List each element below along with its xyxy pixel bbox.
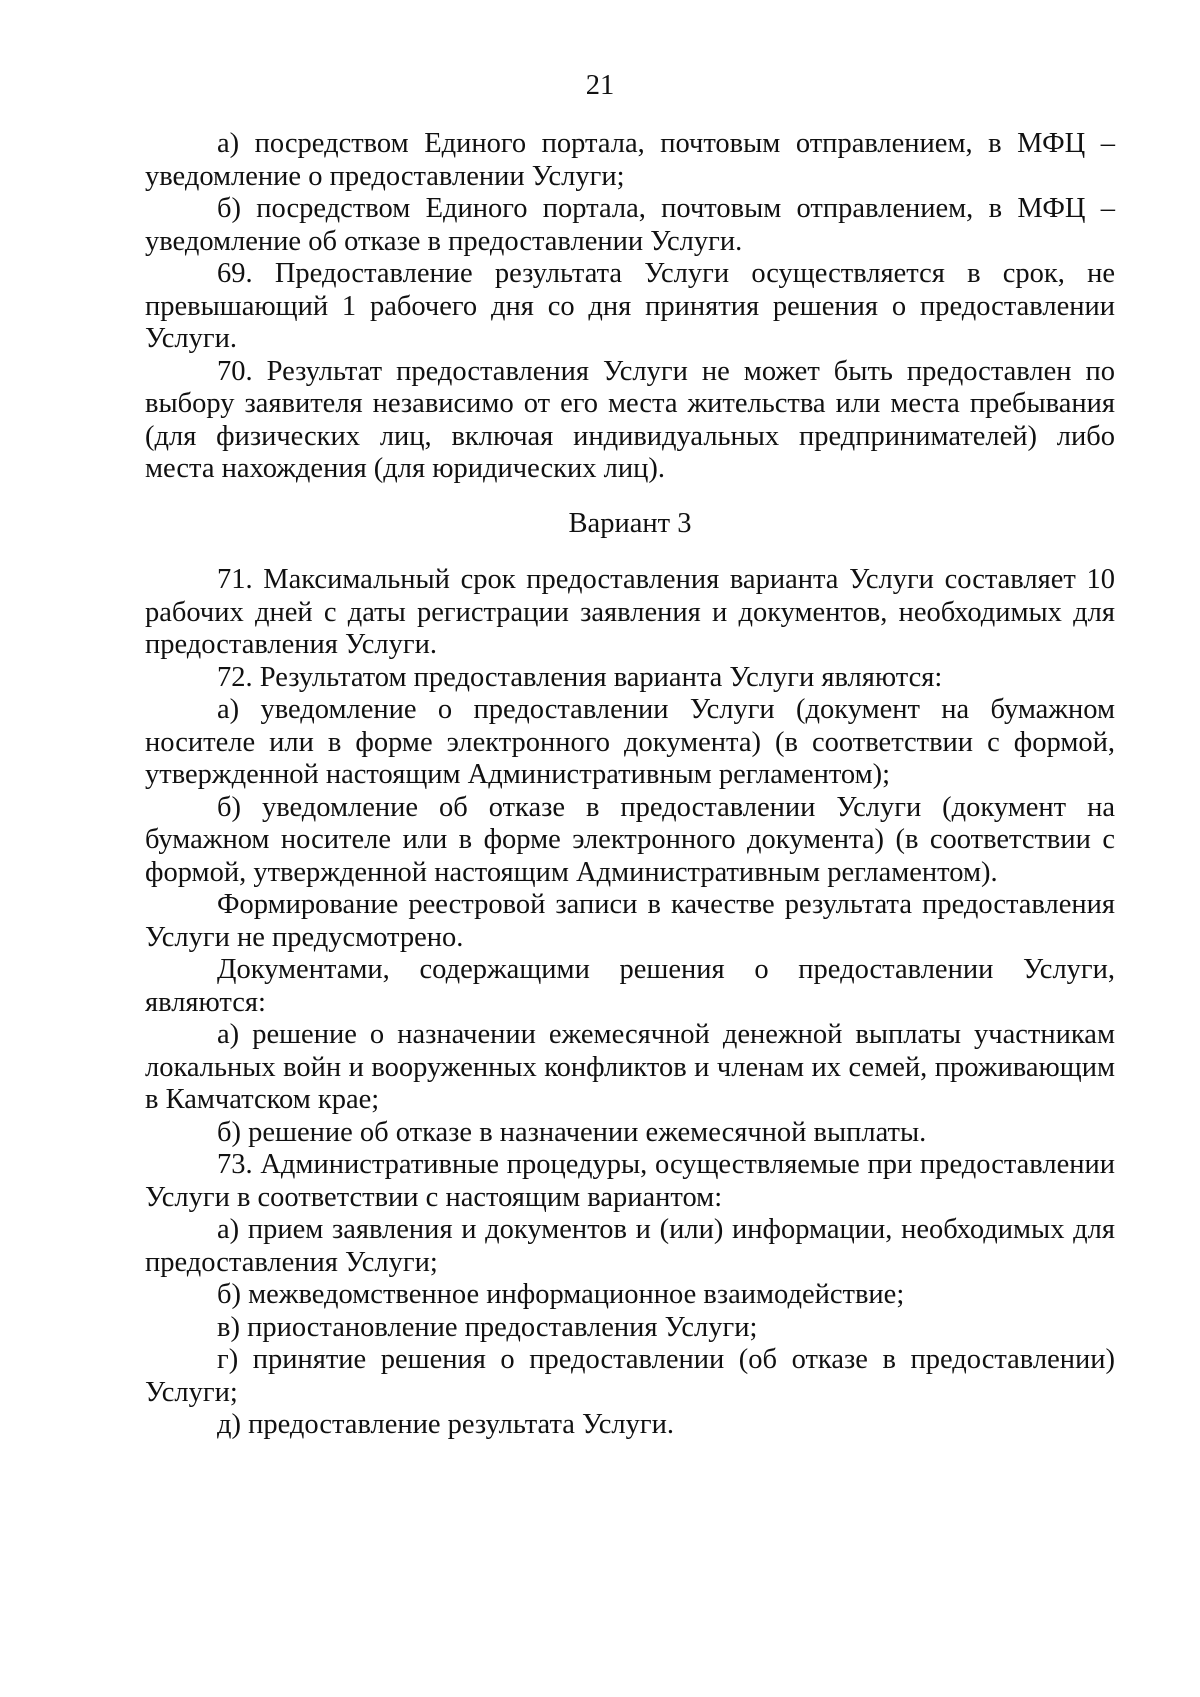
section-heading-variant-3: Вариант 3 [568,507,692,539]
paragraph-72-a: а) уведомление о предоставлении Услуги (документ на бумажном носителе или в форме электронного документа) (в соответствии с формой, утвержденной настоящим Административным регламентом); [145,694,1115,790]
paragraph-73-c: в) приостановление предоставления Услуги; [217,1311,758,1343]
paragraph-72-b: б) уведомление об отказе в предоставлении Услуги (документ на бумажном носителе или в форме электронного документа) (в соответствии с формой, утвержденной настоящим Административным регламентом). [145,791,1115,888]
paragraph-decision-b: б) решение об отказе в назначении ежемесячной выплаты. [217,1116,927,1148]
paragraph-73-d: г) принятие решения о предоставлении (об отказе в предоставлении) Услуги; [145,1344,1115,1408]
paragraph-decision-a: а) решение о назначении ежемесячной денежной выплаты участникам локальных войн и вооруженных конфликтов и членам их семей, проживающим в Камчатском крае; [145,1019,1115,1115]
paragraph-72: 72. Результатом предоставления варианта Услуги являются: [217,661,943,693]
paragraph-73: 73. Административные процедуры, осуществляемые при предоставлении Услуги в соответствии с настоящим вариантом: [145,1149,1115,1213]
paragraph-decision-documents: Документами, содержащими решения о предоставлении Услуги, являются: [145,954,1115,1018]
paragraph-71: 71. Максимальный срок предоставления варианта Услуги составляет 10 рабочих дней с даты регистрации заявления и документов, необходимых для предоставления Услуги. [145,564,1115,660]
paragraph-69: 69. Предоставление результата Услуги осуществляется в срок, не превышающий 1 рабочего дня со дня принятия решения о предоставлении Услуги. [145,258,1115,354]
page-number: 21 [585,70,615,101]
document-body [145,128,1115,1442]
paragraph-73-b: б) межведомственное информационное взаимодействие; [217,1279,905,1310]
paragraph-73-a: а) прием заявления и документов и (или) информации, необходимых для предоставления Услуги; [145,1214,1115,1278]
paragraph-73-e: д) предоставление результата Услуги. [217,1409,674,1440]
paragraph-notice-granted: а) посредством Единого портала, почтовым отправлением, в МФЦ – уведомление о предоставлении Услуги; [145,128,1115,192]
paragraph-notice-refused: б) посредством Единого портала, почтовым отправлением, в МФЦ – уведомление об отказе в предоставлении Услуги. [145,193,1115,257]
paragraph-registry-record: Формирование реестровой записи в качестве результата предоставления Услуги не предусмотрено. [145,889,1115,953]
paragraph-70: 70. Результат предоставления Услуги не может быть предоставлен по выбору заявителя независимо от его места жительства или места пребывания (для физических лиц, включая индивидуальных предпринимателей) либо места нахождения (для юридических лиц). [145,355,1115,484]
